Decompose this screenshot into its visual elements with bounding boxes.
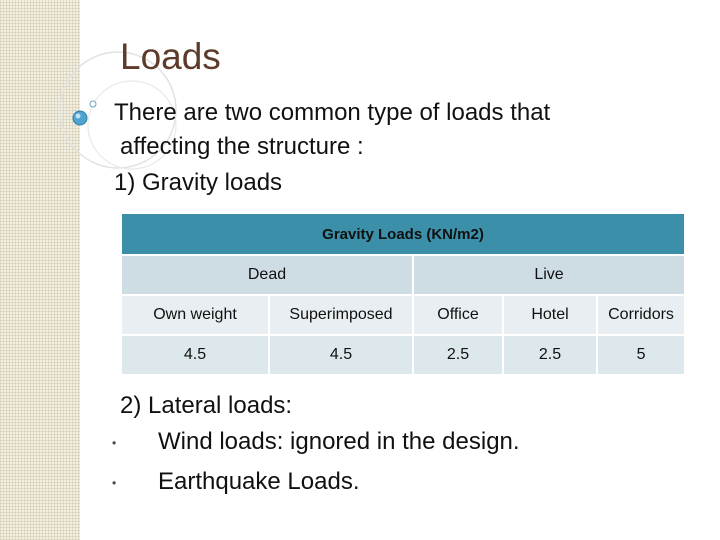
column-hotel: Hotel: [503, 295, 597, 335]
small-ring-icon: [90, 101, 96, 107]
table-row: [121, 335, 685, 375]
slide-title: Loads: [120, 36, 221, 77]
column-own-weight: Own weight: [121, 295, 269, 335]
value-own-weight: 4.5: [121, 335, 269, 375]
value-corridors: 5: [597, 335, 685, 375]
bullet-text: Wind loads: ignored in the design.: [158, 428, 520, 455]
intro-text: [114, 96, 674, 200]
column-superimposed: Superimposed: [269, 295, 413, 335]
column-corridors: Corridors: [597, 295, 685, 335]
intro-line-1: There are two common type of loads that: [114, 99, 551, 126]
value-hotel: 2.5: [503, 335, 597, 375]
list-item: [112, 424, 520, 464]
lateral-bullet-list: [112, 424, 520, 504]
table-row: [121, 295, 685, 335]
value-office: 2.5: [413, 335, 503, 375]
list-item: [112, 464, 520, 504]
lateral-heading: 2) Lateral loads:: [120, 392, 293, 419]
value-superimposed: 4.5: [269, 335, 413, 375]
gravity-loads-table: [120, 212, 686, 376]
column-office: Office: [413, 295, 503, 335]
bullet-ball-icon: [73, 111, 87, 125]
intro-line-2: affecting the structure :: [120, 133, 364, 160]
table-header: Gravity Loads (KN/m2): [121, 213, 685, 255]
group-live: Live: [413, 255, 685, 295]
bullet-text: Earthquake Loads.: [158, 468, 360, 495]
gravity-heading: 1) Gravity loads: [114, 169, 283, 196]
group-dead: Dead: [121, 255, 413, 295]
bullet-dot-icon: •: [112, 475, 117, 490]
bullet-dot-icon: •: [112, 435, 117, 450]
